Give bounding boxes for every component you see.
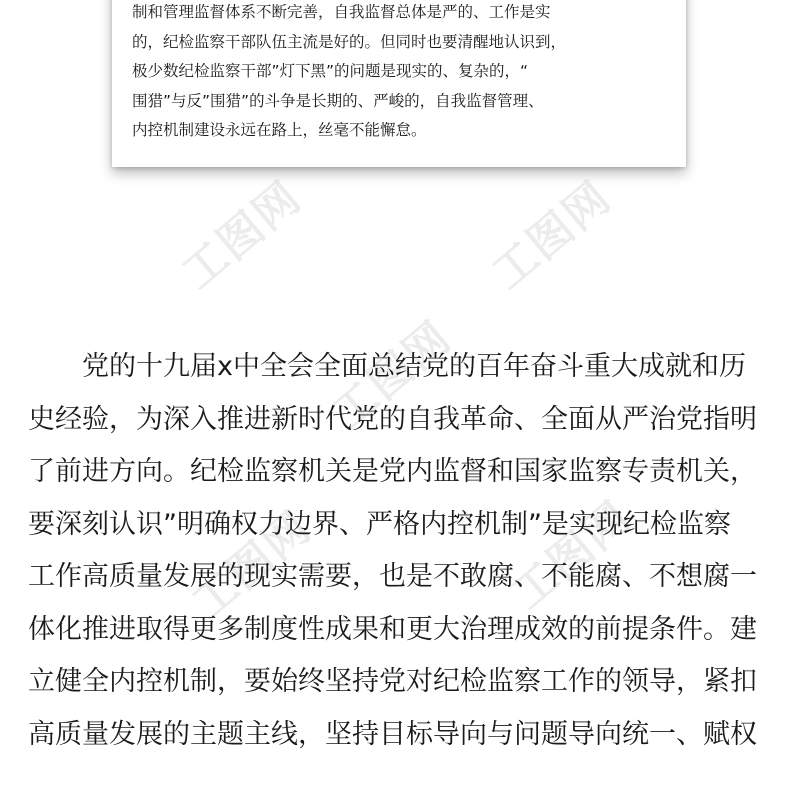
callout-line-3: 极少数纪检监察干部”灯下黑”的问题是现实的、复杂的，“ bbox=[132, 62, 529, 80]
body-line-2: 史经验，为深入推进新时代党的自我革命、全面从严治党指明 bbox=[28, 403, 757, 435]
body-line-1: 党的十九届x中全会全面总结党的百年奋斗重大成就和历 bbox=[82, 351, 746, 382]
body-paragraph bbox=[28, 341, 780, 761]
body-line-5: 工作高质量发展的现实需要，也是不敢腐、不能腐、不想腐一 bbox=[28, 561, 757, 592]
watermark: 工图网 bbox=[502, 491, 642, 620]
callout-line-5: 内控机制建设永远在路上，丝毫不能懈怠。 bbox=[132, 121, 427, 139]
watermark: 工图网 bbox=[182, 501, 322, 630]
callout-line-4: 围猎”与反”围猎”的斗争是长期的、严峻的，自我监督管理、 bbox=[132, 91, 544, 110]
watermark: 工图网 bbox=[482, 171, 622, 300]
watermark: 工图网 bbox=[322, 311, 462, 440]
body-line-6: 体化推进取得更多制度性成果和更大治理成效的前提条件。建 bbox=[28, 613, 757, 645]
body-line-8: 高质量发展的主题主线，坚持目标导向与问题导向统一、赋权 bbox=[28, 718, 757, 750]
watermark: 工图网 bbox=[172, 171, 312, 300]
quote-callout-box bbox=[112, 0, 686, 167]
callout-line-1: 制和管理监督体系不断完善，自我监督总体是严的、工作是实 bbox=[132, 3, 551, 21]
callout-line-2: 的，纪检监察干部队伍主流是好的。但同时也要清醒地认识到， bbox=[132, 32, 567, 51]
body-line-3: 了前进方向。纪检监察机关是党内监督和国家监察专责机关， bbox=[28, 456, 757, 487]
body-line-4: 要深刻认识”明确权力边界、严格内控机制”是实现纪检监察 bbox=[28, 508, 731, 540]
body-line-7: 立健全内控机制，要始终坚持党对纪检监察工作的领导，紧扣 bbox=[28, 666, 757, 697]
